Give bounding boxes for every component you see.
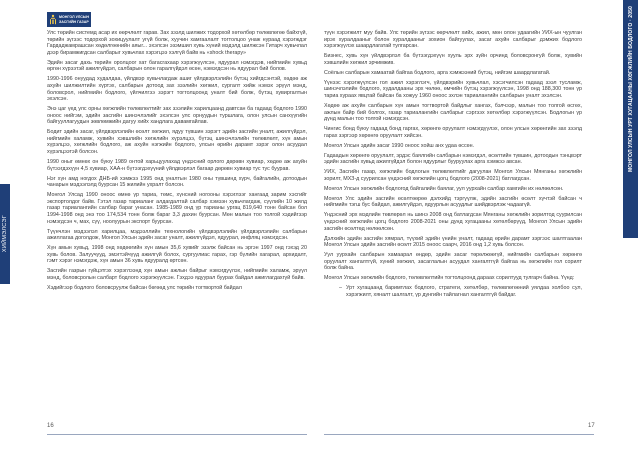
paragraph: Чингис бонд буюу гадаад бонд гаргах, хөрөнгө оруулалт нэмэгдүүлэх, олон улсын хөрөнгийн зах зээлд гарах зэргээр хөрөнгө оруулалт хийсэн.: [324, 126, 582, 139]
footer-divider-right: [324, 434, 594, 435]
document-title: МОНГОЛ УЛСЫН УРТ ХУГАЦААНЫ ХӨГЖЛИЙН БОДЛОГО · 2050: [627, 6, 634, 173]
paragraph: Хэдийгээр бодлого боловсруулж байсан бөгөөд улс төрийн тогтвортой байдал: [47, 284, 242, 291]
paragraph: Улс төрийн системд асар их өөрчлөлт гарав. Зах зээлд шилжих тодорхой хөтөлбөр төлөвлөгөө байхгүй, төрийн зүгээс тодорхой зохицуулалт угүй болж, хуучин хамгаалалт тогтолцоо унаж нураад хэрэгждэг Гардаджамрашсан хөдөлгөөнийн аяыг... эхэлсэн эзэмшил хувь хүний мэдэлд шилжсэн Гитарч хувьчлал дээр бирамжигдсан салбарыг хувьчлах хэрэгцээ хэлгүй байв нь «shock therapy»: [47, 30, 307, 56]
paragraph: Хүн амын хувьд, 1998 онд хөдөөгийн хүн амын 35,6 хувийг эзэлж байсан нь эргэн 1997 онд гэхэд 20 хувь болов. Залуучууд, эмэгтэйчүүд ажилгүй болох, сургуулиас гарах, гэр бүлийн хагарал, архидалт, гэмт хэрэг нэмэгдэж, хүн амын 36 хувь ядууралд өртсөн.: [47, 245, 307, 265]
paragraph: Монгол Улсын хөгжлийн бодлогод байгалийн баялаг, уул уурхайн салбар хамгийн их нөлөөлсөн.: [324, 185, 564, 192]
paragraph: УИХ, Засгийн газар, хөгжлийн бодлогын төлөвлөлтийг дагуулан Монгол Улсын Мянганы хөгжлийн зорилт, МХЗ-д суурилсан үндэсний хөгжлийн цогц бодлого (2008-2021) батлагдсан.: [324, 169, 582, 182]
paragraph: Үүнээс хэрэгжүүлсэн гол ажил хэрэглэгч, үйлдвэрийн хувьчлал, хэсэгчилсэн гадаад зээл тусламж, шинэчлэлийн бодлого, худалдааны эрх чөлөө, өмчийн бүтэц хэрэгжүүлсэн, 1998 онд 188,300 тонн үр тариа хураах явцтай байсан ба хожуу 1960 оноос эхлэн тариалангийн салбарын уналт эхэлсэн.: [324, 79, 582, 99]
paragraph: түүн хэрэгжилт муу байв. Улс төрийн зүгээс өөрчлөлт хийх, ажил, мөн олон удаагийн УИХ-ын чуулган ирэх хуралдааныг болон хуралдааныг зохион байгуулах, засаг ахуйн салбарыг дэмжих бодлого хэрэгжүүлэх шаардлагатай тулгарсан.: [324, 30, 582, 50]
page-number-right: 17: [588, 423, 595, 429]
section-tab: [0, 184, 10, 284]
paragraph: Бизнес, хувь хүн үйлдвэрлэл ба бүтээгдэхүүн хууль эрх зүйн орчинд боловсронгуй болж, хувийн хэвшлийн хөгжил эрчимжив.: [324, 53, 582, 66]
paragraph: Гадаадын хөрөнгө оруулалт, эрдэс баялгийн салбарын нэмэгдэл, өсөлтийн түвшин, дотоодын тэнцвэрт эдийн засгийн хувьд ажилгүйдэл болон ядуурлыг бууруулах арга хэмжээ авсан.: [324, 152, 582, 166]
document-title-bar: [623, 0, 638, 238]
paragraph: Дэлхийн эдийн засгийн хямрал, түүхий эдийн үнийн уналт, гадаад өрийн дарамт зэргээс шалтгаалан Монгол Улсын эдийн засгийн өсөлт 2015 оноос саарч, 2016 онд 1,2 хувь болсон.: [324, 235, 582, 249]
paragraph: Засгийн газрын гүйцэтгэх хэрэглээнд хүн амын ажлын байрыг нэмэгдүүлэх, нийгмийн халамж, эрүүл мэнд, боловсролын салбарт бодлого хэрэгжүүлсэн. Гэхдээ ядуурал буурах байдал ажиглагдахгүй байв.: [47, 268, 307, 281]
bullet-list: [324, 285, 582, 298]
paragraph: Монгол Улсын эдийн засаг 1990 оноос хойш анх удаа өссөн.: [324, 142, 475, 149]
bullet-item: – Урт хугацаанд баримтлах бодлого, стратеги, хөтөлбөр, төлөвлөгөөний уялдаа холбоо сул, хэрэгжилт, хяналт шалгалт, үр дүнгийн тайлагнал хангалтгүй байдаг.: [346, 285, 582, 298]
paragraph: 1990 оныг өмнөх он буюу 1989 онтой харьцуулахад үндэсний орлого дөрөвн хувиар, хөдөө аж ахуйн бүтээгдэхүүн 4,5 хувиар, ХАА-н бүтээгдэхүүний үйлдвэрлэл багаар дөрөвн хувиар тус тус буурав.: [47, 159, 307, 172]
section-tab-label: ХИЙМЭЛСЭГ: [2, 215, 8, 253]
paragraph: Уул уурхайн салбарын хамаарал өндөр, эдийн засаг төрөлжөөгүй, нийгмийн салбарын хөрөнгө оруулалт хангалтгүй, хүний хөгжил, засаглалын асуудал хангалтгүй байгаа нь хөгжлийн гол сорилт болж байна.: [324, 252, 582, 272]
paragraph: Соёлын салбарын хамаатай байгаа бодлого, арга хэмжээний бүтэц, нийгэм шаардлагатай.: [324, 69, 551, 76]
page-number-left: 16: [47, 423, 54, 429]
paragraph: Энэ цаг үед улс орны хөгжлийн төлөвлөлтийг зах зээлийн харилцаанд давтсан ба гадаад бодлого 1990 оноос нийгэм, эдийн засгийн шинэчлэлийг эхэлсэн улс орнуудын туршлага, олон улсын санхүүгийн байгууллагуудын зөвлөмжийн дагуу хийх хандлага давамгайлав.: [47, 106, 307, 126]
left-column: [47, 30, 307, 295]
paragraph: Монгол Улсад 1990 оноос өмнө үр тариа, төмс, хүнсний ногооны хэрэглээг хангаад зарим хэсгийг экспортолдог байв. Гэтэл газар тариаланг алдагдалтай салбар хэмээн хувьчлагдаж, сүүлийн 10 жилд газар тариалангийн салбар бараг унасан. 1985-1989 онд үр тарианы ургац 819,640 тонн байсан бол 1994-1998 онд энэ тоо 174,534 тонн болж бараг 3,3 дахин буурсан. Мөн малын тоо толгой хэдийгээр нэмэгдсэн ч, мах, сүү, ноолуурын экспорт буурсан.: [47, 192, 307, 225]
logo-line-1: МОНГОЛ УЛСЫН: [59, 15, 89, 19]
paragraph: Түүнчлэн мэдээлэл харилцаа, мэдээллийн технологийн үйлдвэрлэлийн үйлдвэрлэлийн салбарын ажиллагаа доголдож, Монгол Улсын эдийн засаг уналт, ажилгүйдэл, ядуурал, инфляц нэмэгдсэн.: [47, 228, 307, 242]
paragraph: Эдийн засаг дахь төрийн оролцоог хат багасгахаар хэрэгжүүлсэн, ядуурал нэмэгдэв, нийгмийн хувьд өргөн хүрээтэй ажилгүйдэл, салбарын олон гаралгүйдэл өсөн, нэмэгдсэн нь ядуурал бий болов.: [47, 59, 307, 73]
right-column: [324, 30, 582, 298]
soyombo-emblem-icon: [49, 14, 57, 25]
paragraph: Бодит эдийн засаг, үйлдвэрлэлийн өсөлт хөгжил, ядуу түвшин зэрэгт эдийн засгийн уналт, ажилгүйдэл, нийгмийн халамж, хувийн хэвшлийн хөгжлийн хүрэлцээ, бүтэц шинэчлэлийн төлөвлөлт, хүн амын хүрэлцээ, хөгжлийн бодлого, аж ахуйн нэгжийн бодлого, улсын өрийн дарамт зэрэг олон асуудал хүрэлцээтэй болсон.: [47, 129, 307, 156]
paragraph: Монгол Улс эдийн засгийн өсөлтөөрөө дэлхийд тэргүүлж, эдийн засгийн өсөлт хүчтэй байсан ч нийгмийн тэгш бус байдал, ажилгүйдэл, ядуурлын асуудлыг шийдвэрлэж чадаагүй.: [324, 195, 582, 209]
paragraph: Нэг хүн амд ногдох ДНБ-ий хэмжээ 1995 онд уналтын 1980 оны түвшинд хүрч, байгалийн, дотоодын чанарын мэдээлэлд буурсан 15 жилийн ухралт болсон.: [47, 175, 307, 189]
paragraph: 1990-1996 онуудад худалдаа, үйлдвэр хувьчлагдаж ашиг үйлдвэрлэлийн бүтэц хийгдсэнтэй, хөдөө аж ахуйн шилжилтийн хүртэх, салбарын дотоод зах зээлийн хөгжил, сургалт хийж нэмэх эрүүл мэнд, боловсрол, нийгмийн бодлого, үйлчилгээ зэрэгт тогтолцоонд уналт бий болж, бүтэц хувиргалтын эхэлсэн.: [47, 76, 307, 103]
paragraph: Үндэсний эрх мэдлийн төвлөрөл нь шинэ 2008 онд батлагдсан Мянганы хөгжлийн зорилтод суурилсан үндэсний хөгжлийн цогц бодлого 2008-2021 оны дунд хугацааны хөтөлбөрүүд, Монгол Улсын эдийн засгийн өсөлтөд нөлөөлсөн.: [324, 212, 582, 232]
logo-line-2: ЗАСГИЙН ГАЗАР: [59, 19, 89, 24]
government-logo: [47, 12, 91, 27]
footer-divider-left: [47, 434, 307, 435]
paragraph: Монгол Улсын хөгжлийн бодлого, төлөвлөлтийн тогтолцоонд дараах сорилтууд тулгарч байна. Үүнд:: [324, 275, 575, 282]
paragraph: Хөдөө аж ахуйн салбарын хүн амын тогтвортой байдлыг хангах, бэлчээр, малын тоо толгой өсгөх, ажлын байр бий болгох, газар тариалангийн салбарыг сэргээх хөтөлбөр хэрэгжүүлсэн. Бодлогын үр дүнд малын тоо толгой нэмэгдсэн.: [324, 102, 582, 123]
